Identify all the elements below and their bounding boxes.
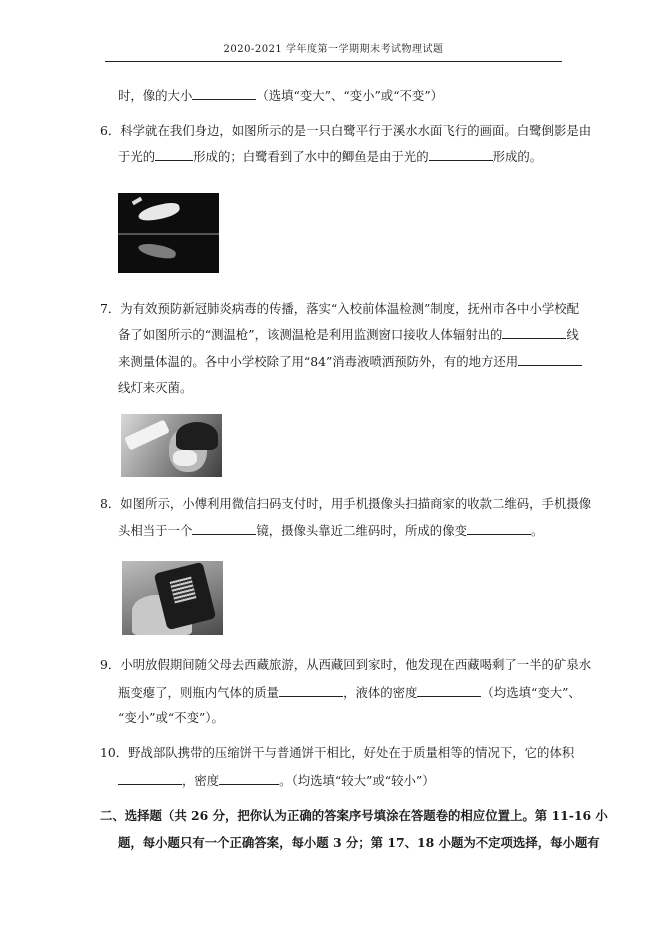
q10-number: 10． xyxy=(100,745,129,760)
q8-line2 xyxy=(118,522,543,539)
q7-answer-blank-2[interactable] xyxy=(518,353,582,366)
header-rule xyxy=(105,61,562,62)
q9-text-1: 小明放假期间随父母去西藏旅游，从西藏回到家时，他发现在西藏喝剩了一半的矿泉水 xyxy=(120,657,592,672)
q5-tail-line xyxy=(118,87,443,104)
q10-text-2b: 。（均选填“较大”或“较小”） xyxy=(279,773,435,788)
q7-number: 7． xyxy=(100,301,121,316)
q6-answer-blank-2[interactable] xyxy=(429,148,493,161)
q7-answer-blank-1[interactable] xyxy=(502,326,566,339)
q7-text-4: 线灯来灭菌。 xyxy=(118,380,193,395)
section2-text-2: 题，每小题只有一个正确答案，每小题 3 分；第 17、18 小题为不定项选择，每小题有 xyxy=(118,835,600,850)
q5-choices-text: （选填“变大”、“变小”或“不变”） xyxy=(256,88,444,103)
q6-text-2a: 于光的 xyxy=(118,149,156,164)
q9-line1 xyxy=(100,657,591,673)
q10-line1 xyxy=(100,745,574,761)
q7-line1 xyxy=(100,301,579,317)
q6-text-2c: 形成的。 xyxy=(492,149,543,164)
q9-text-2c: （均选填“变大”、 xyxy=(481,685,581,700)
q7-text-3: 来测量体温的。各中小学校除了用“84”消毒液喷洒预防外，有的地方还用 xyxy=(118,354,519,369)
q7-line3 xyxy=(118,353,582,370)
q9-line3 xyxy=(118,710,224,726)
q7-text-2a: 备了如图所示的“测温枪”，该测温枪是利用监测窗口接收人体辐射出的 xyxy=(118,327,503,342)
q6-text-2b: 形成的；白鹭看到了水中的鲫鱼是由于光的 xyxy=(193,149,429,164)
section2-text-1: 二、选择题（共 26 分，把你认为正确的答案序号填涂在答题卷的相应位置上。第 11-16 小 xyxy=(100,808,608,823)
q6-answer-blank-1[interactable] xyxy=(155,148,193,161)
q5-tail-text: 时，像的大小 xyxy=(118,88,193,103)
q8-number: 8． xyxy=(100,496,121,511)
q10-line2 xyxy=(118,772,435,789)
q10-text-1: 野战部队携带的压缩饼干与普通饼干相比，好处在于质量相等的情况下，它的体积 xyxy=(128,745,575,760)
q10-answer-blank-1[interactable] xyxy=(118,772,182,785)
q9-number: 9． xyxy=(100,657,121,672)
q6-line2 xyxy=(118,148,542,165)
q5-answer-blank[interactable] xyxy=(192,87,256,100)
q8-text-2c: 。 xyxy=(530,523,544,538)
q9-text-2a: 瓶变瘪了，则瓶内气体的质量 xyxy=(118,685,280,700)
q9-line2 xyxy=(118,684,581,701)
section2-heading-line1 xyxy=(100,808,608,824)
q8-text-2a: 头相当于一个 xyxy=(118,523,193,538)
q7-text-1: 为有效预防新冠肺炎病毒的传播，落实“入校前体温检测”制度，抚州市各中小学校配 xyxy=(120,301,580,316)
q8-answer-blank-2[interactable] xyxy=(467,522,531,535)
q6-text-1: 科学就在我们身边，如图所示的是一只白鹭平行于溪水水面飞行的画面。白鹭倒影是由 xyxy=(120,123,592,138)
q8-line1 xyxy=(100,496,591,512)
thermometer-photo xyxy=(121,414,222,477)
q6-line1 xyxy=(100,123,591,139)
phone-scan-photo xyxy=(122,561,223,635)
egret-photo xyxy=(118,193,219,273)
page-header: 2020-2021 学年度第一学期期末考试物理试题 xyxy=(223,44,444,55)
q8-text-2b: 镜，摄像头靠近二维码时，所成的像变 xyxy=(256,523,467,538)
section2-heading-line2 xyxy=(118,835,600,851)
q7-text-2b: 线 xyxy=(566,327,579,342)
q10-text-2a: ，密度 xyxy=(182,773,220,788)
q7-line2 xyxy=(118,326,579,343)
q9-text-3: “变小”或“不变”）。 xyxy=(118,710,224,725)
q8-answer-blank-1[interactable] xyxy=(192,522,256,535)
q10-answer-blank-2[interactable] xyxy=(219,772,279,785)
q8-text-1: 如图所示，小傅利用微信扫码支付时，用手机摄像头扫描商家的收款二维码，手机摄像 xyxy=(120,496,592,511)
q9-text-2b: ，液体的密度 xyxy=(343,685,418,700)
q7-line4 xyxy=(118,380,192,396)
q9-answer-blank-1[interactable] xyxy=(279,684,343,697)
q9-answer-blank-2[interactable] xyxy=(417,684,481,697)
q6-number: 6． xyxy=(100,123,121,138)
